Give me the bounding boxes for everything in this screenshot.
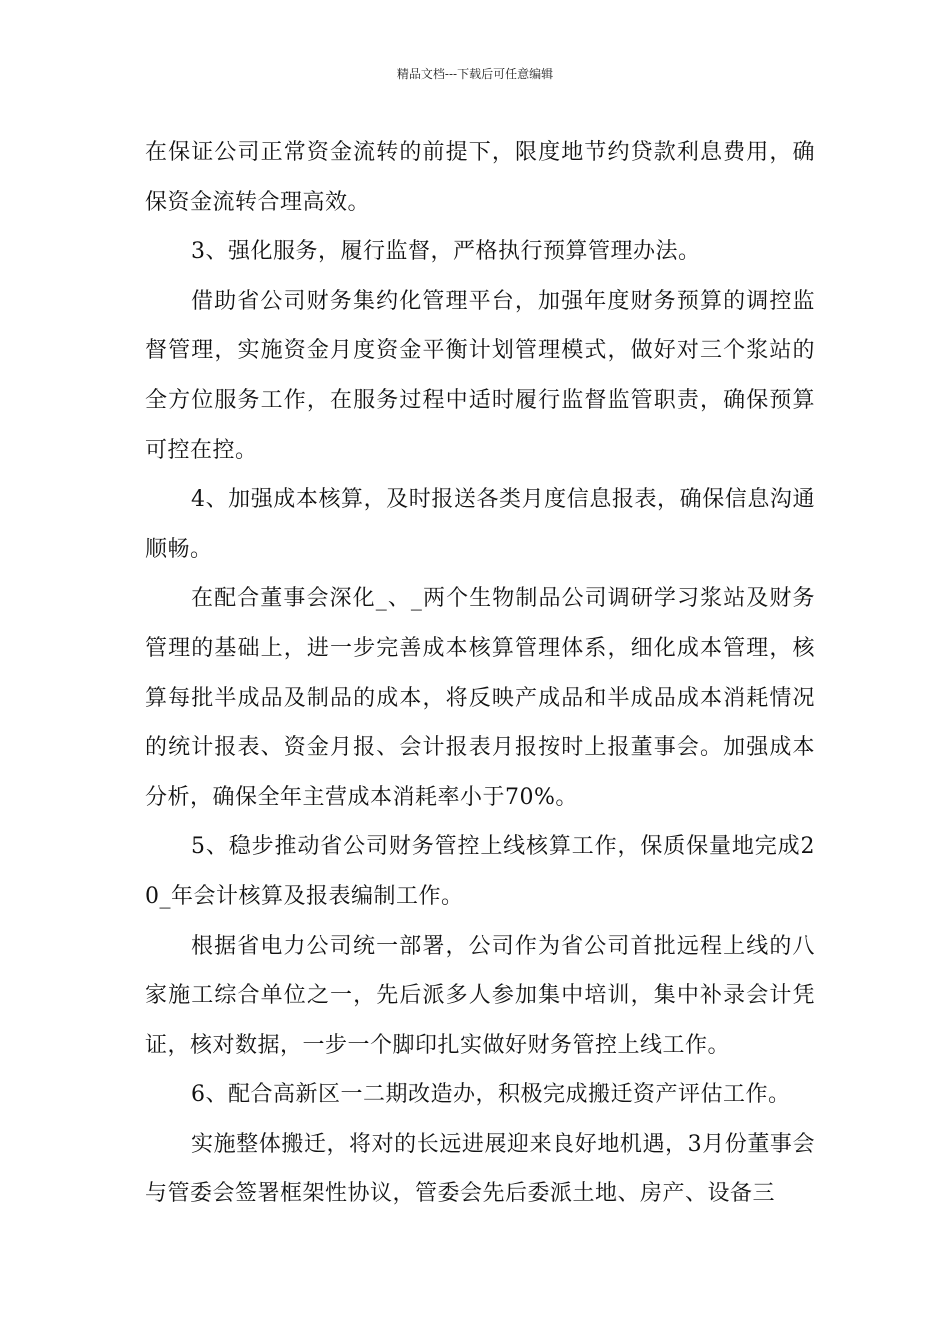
paragraph-3: 借助省公司财务集约化管理平台，加强年度财务预算的调控监督管理，实施资金月度资金平衡计划管理模式，做好对三个浆站的全方位服务工作，在服务过程中适时履行监督监管职责，确保预算可控在控。 [145,288,815,463]
page-header: 精品文档---下载后可任意编辑 [396,67,554,81]
paragraph-2: 3、强化服务，履行监督，严格执行预算管理办法。 [191,239,701,265]
paragraph-1: 在保证公司正常资金流转的前提下，限度地节约贷款利息费用，确保资金流转合理高效。 [145,140,815,215]
paragraph-5: 在配合董事会深化_、_两个生物制品公司调研学习浆站及财务管理的基础上，进一步完善成本核算管理体系，细化成本管理，核算每批半成品及制品的成本，将反映产成品和半成品成本消耗情况的统计报表、资金月报、会计报表月报按时上报董事会。加强成本分析，确保全年主营成本消耗率小于70%。 [145,586,815,810]
paragraph-4: 4、加强成本核算，及时报送各类月度信息报表，确保信息沟通顺畅。 [145,487,815,562]
paragraph-9: 实施整体搬迁，将对的长远进展迎来良好地机遇，3月份董事会与管委会签署框架性协议，管委会先后委派土地、房产、设备三 [145,1131,815,1207]
paragraph-6: 5、稳步推动省公司财务管控上线核算工作，保质保量地完成20_年会计核算及报表编制工作。 [145,834,815,909]
paragraph-7: 根据省电力公司统一部署，公司作为省公司首批远程上线的八家施工综合单位之一，先后派多人参加集中培训，集中补录会计凭证，核对数据，一步一个脚印扎实做好财务管控上线工作。 [145,933,815,1058]
paragraph-8: 6、配合高新区一二期改造办，积极完成搬迁资产评估工作。 [191,1082,791,1108]
document-body [145,128,815,1219]
